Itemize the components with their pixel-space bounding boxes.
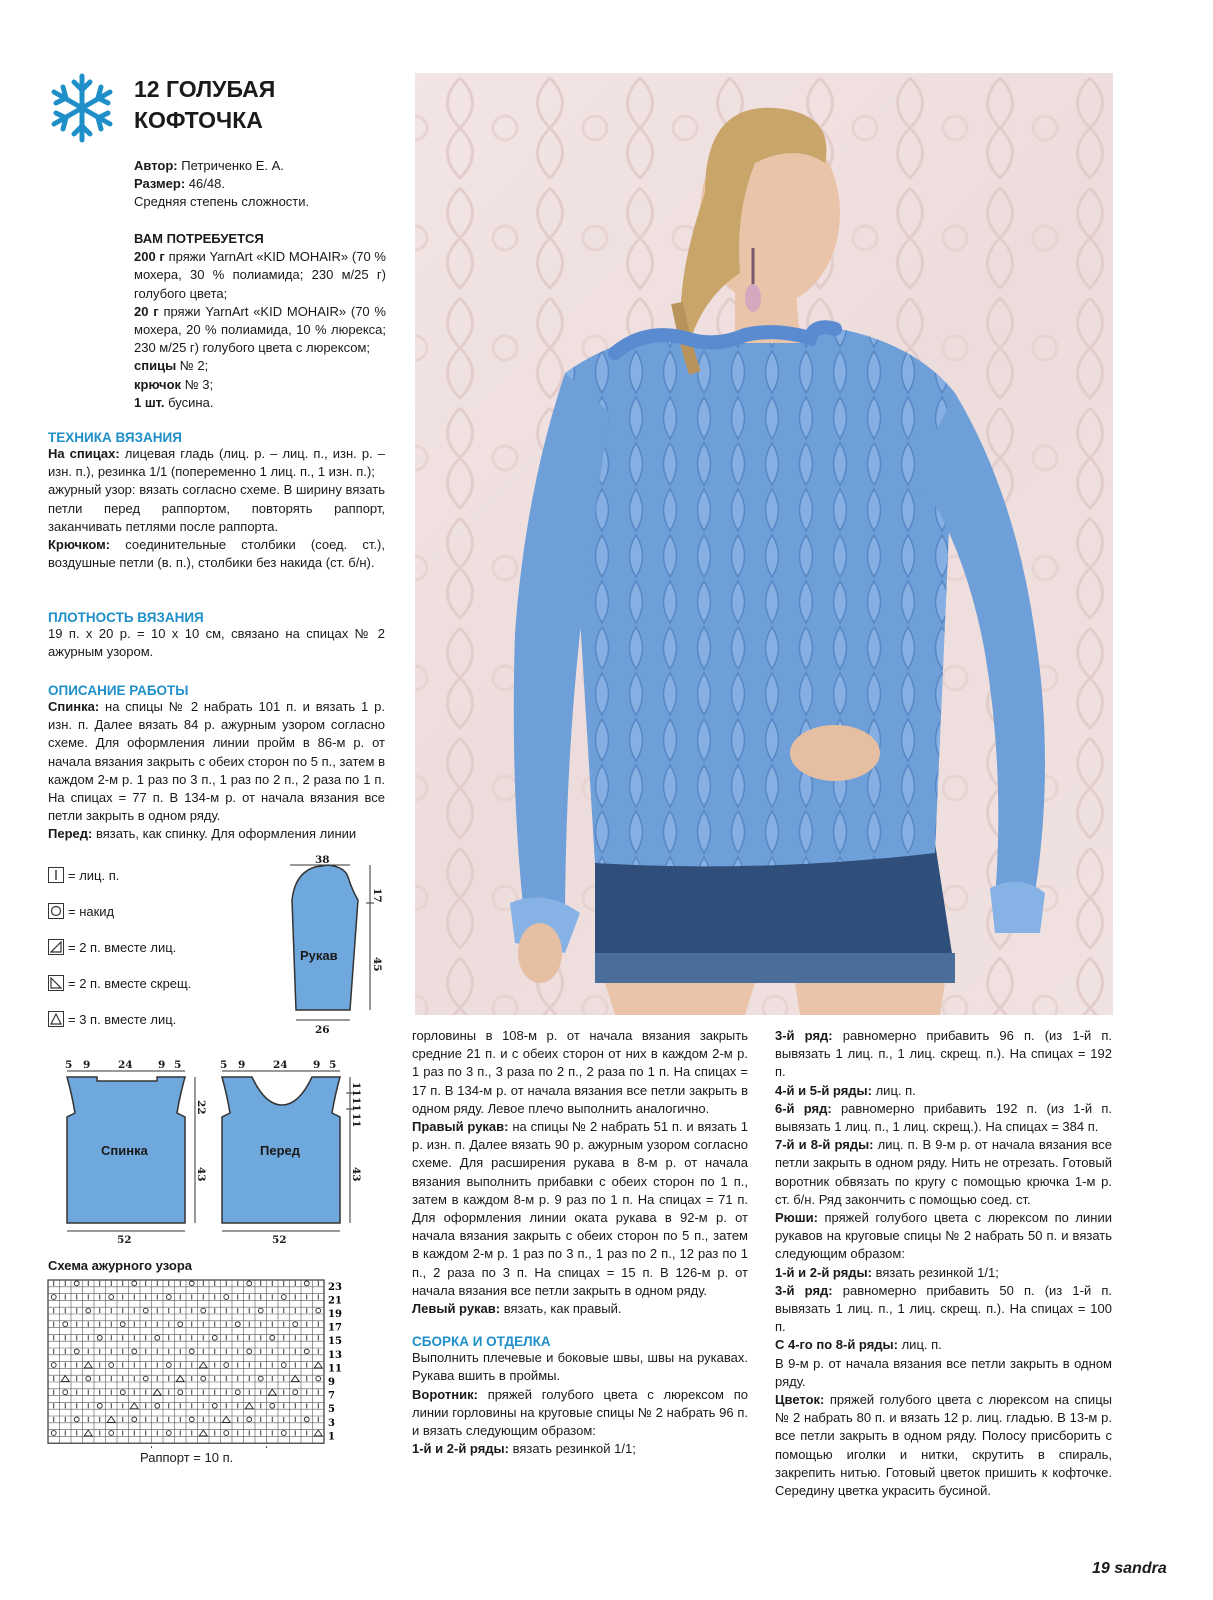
column-3: 3-й ряд: равномерно прибавить 96 п. (из 1-й п. вывязать 1 лиц. п., 1 лиц. скрещ. п.). На спицах = 192 п. 4-й и 5-й ряды: лиц. п. 6-й ряд: равномерно прибавить 192 п. (из 1-й п. вывязать 1 лиц. п., 1 лиц. скрещ.). На спицах = 384 п. 7-й и 8-й ряды: лиц. п. В 9-м р. от начала вязания все петли закрыть в одном ряду. Нить не отрезать. Готовый воротник обвязать по кругу с помощью крючка 1-м р. ст. б/н. Ряд закончить с помощью соед. ст. Рюши: пряжей голубого цвета с люрексом по линии рукавов на круговые спицы № 2 набрать 50 п. и вязать следующим образом: 1-й и 2-й ряды: вязать резинкой 1/1; 3-й ряд: равномерно прибавить 50 п. (из 1-й п. вывязать 1 лиц. п., 1 лиц. скрещ. п.). На спицах = 100 п. С 4-го по 8-й ряды: лиц. п. В 9-м р. от начала вязания все петли закрыть в одном ряду. Цветок: пряжей голубого цвета с люрексом на спицы № 2 набрать 80 п. и вязать 12 р. лиц. гладью. В 13-м р. все петли закрыть в одном ряду. Полосу присборить с помощью иголки и нитки, скрутить в спираль, закрепить нитью. Готовый цветок пришить к кофточке. Середину цветка украсить бусиной. [775,1028,1112,1499]
yarn-over-symbol-icon [48,903,64,919]
legend-knit: = лиц. п. [48,867,119,883]
brand-name: sandra [1114,1560,1167,1577]
page-footer [1092,1560,1167,1578]
svg-text:24: 24 [273,1059,288,1071]
materials-section: ВАМ ПОТРЕБУЕТСЯ 200 г пряжи YarnArt «KID MOHAIR» (70 % мохера, 30 % полиамида; 230 м/25 г) голубого цвета; 20 г пряжи YarnArt «KID MOHAIR» (70 % мохера, 20 % полиамида, 10 % люрекса; 230 м/25 г) голубого цвета с люрексом; спицы № 2; крючок № 3; 1 шт. бусина. [134,231,386,410]
legend-k2tog: = 2 п. вместе лиц. [48,939,176,955]
pattern-info: Автор: Петриченко Е. А. Размер: 46/48. Средняя степень сложности. [134,158,310,210]
svg-text:11: 11 [350,1113,362,1128]
chart-row-number: 15 [328,1336,342,1348]
sleeve-cap-dim: 17 [371,888,383,903]
chart-repeat-label: Раппорт = 10 п. [140,1450,234,1465]
svg-text:11: 11 [350,1097,362,1112]
sleeve-schematic [270,855,400,1035]
svg-text:52: 52 [272,1234,287,1245]
repeat-bracket [152,1446,267,1448]
svg-text:9: 9 [83,1059,91,1071]
sleeve-length-dim: 45 [371,957,383,972]
snowflake-icon [48,70,116,146]
chart-row-number: 7 [328,1390,335,1402]
model-illustration [415,73,1113,1015]
svg-text:5: 5 [65,1059,73,1071]
chart-row-number: 21 [328,1295,342,1307]
sleeve-bottom-dim: 26 [315,1024,330,1035]
svg-text:11: 11 [350,1082,362,1097]
chart-row-number: 13 [328,1349,342,1361]
knit-symbol-icon [48,867,64,883]
gauge-section: ПЛОТНОСТЬ ВЯЗАНИЯ 19 п. х 20 р. = 10 х 10 см, связано на спицах № 2 ажурным узором. [48,610,385,660]
chart-row-number: 1 [328,1431,335,1443]
page-number: 19 [1092,1560,1110,1577]
chart-row-number: 17 [328,1322,342,1334]
legend-k2tog-tbl: = 2 п. вместе скрещ. [48,975,191,991]
lace-chart [36,1278,376,1448]
svg-text:24: 24 [118,1059,133,1071]
k2tog-symbol-icon [48,939,64,955]
sleeve-shape [292,865,358,1010]
sleeve-top-dim: 38 [315,855,330,866]
column-2: горловины в 108-м р. от начала вязания закрыть средние 21 п. и с обеих сторон от них в каждом 2-м р. 1 раз по 3 п., 3 раза по 2 п., 2 раза по 1 п. На спицах = 17 п. В 134-м р. от начала вязания все петли закрыть в одном ряду. Левое плечо выполнить аналогично. Правый рукав: на спицы № 2 набрать 51 п. и вязать 1 р. изн. п. Далее вязать 90 р. ажурным узором согласно схеме. Для расширения рукава в 8-м р. от начала вязания выполнить прибавки с обеих сторон по 1 п., затем в каждом 8-м р. 9 раз по 1 п. На спицах = 71 п. Для оформления линии оката рукава в 92-м р. от начала вязания закрыть с обеих сторон по 5 п., затем в каждом 2-м р. 1 раз по 3 п., 1 раз по 2 п., 12 раз по 1 п., 2 раза по 3 п. На спицах = 15 п. В 126-м р. от начала вязания все петли закрыть в одном ряду. Левый рукав: вязать, как правый. СБОРКА И ОТДЕЛКА Выполнить плечевые и боковые швы, швы на рукавах. Рукава вшить в проймы. Воротник: пряжей голубого цвета с люрексом по линии горловины на круговые спицы № 2 набрать 96 п. и вязать следующим образом: 1-й и 2-й ряды: вязать резинкой 1/1; [412,1028,748,1457]
chart-row-number: 11 [328,1363,342,1375]
front-label: Перед [260,1143,300,1158]
svg-text:5: 5 [329,1059,337,1071]
model-photo [415,73,1113,1015]
svg-text:9: 9 [158,1059,166,1071]
svg-text:5: 5 [174,1059,182,1071]
back-label: Спинка [101,1143,148,1158]
technique-section: ТЕХНИКА ВЯЗАНИЯ На спицах: лицевая гладь (лиц. р. – лиц. п., изн. р. – изн. п.), резинка 1/1 (попеременно 1 лиц. п., 1 изн. п.); ажурный узор: вязать согласно схеме. В ширину вязать петли перед раппортом, повторять раппорт, заканчивать петлями после раппорта. Крючком: соединительные столбики (соед. ст.), воздушные петли (в. п.), столбики без накида (ст. б/н). [48,430,385,571]
chart-row-number: 9 [328,1377,335,1388]
chart-row-number: 3 [328,1417,335,1429]
svg-text:43: 43 [195,1167,207,1182]
k2tog-tbl-symbol-icon [48,975,64,991]
page-title: 12 ГОЛУБАЯ КОФТОЧКА [134,76,276,133]
svg-text:43: 43 [350,1167,362,1182]
chart-row-number: 19 [328,1309,342,1320]
front-schematic [210,1055,370,1245]
svg-text:52: 52 [117,1234,132,1245]
svg-text:5: 5 [220,1059,228,1071]
chart-title: Схема ажурного узора [48,1258,192,1273]
back-schematic [55,1055,215,1245]
sleeve-label: Рукав [300,948,338,963]
chart-row-number: 23 [328,1281,342,1293]
legend-k3tog: = 3 п. вместе лиц. [48,1011,176,1027]
svg-text:9: 9 [313,1059,321,1071]
k3tog-symbol-icon [48,1011,64,1027]
svg-text:22: 22 [195,1100,207,1115]
legend-yo: = накид [48,903,114,919]
svg-text:9: 9 [238,1059,246,1071]
chart-row-number: 5 [328,1404,335,1416]
work-section: ОПИСАНИЕ РАБОТЫ Спинка: на спицы № 2 набрать 101 п. и вязать 1 р. изн. п. Далее вязать 84 р. ажурным узором согласно схеме. Для оформления линии пройм в 86-м р. от начала вязания закрыть с обеих сторон по 5 п., затем в каждом 2-м р. 1 раз по 3 п., 1 раз по 2 п., 2 раза по 1 п. На спицах = 77 п. В 134-м р. от начала вязания все петли закрыть в одном ряду. Перед: вязать, как спинку. Для оформления линии [48,683,385,842]
